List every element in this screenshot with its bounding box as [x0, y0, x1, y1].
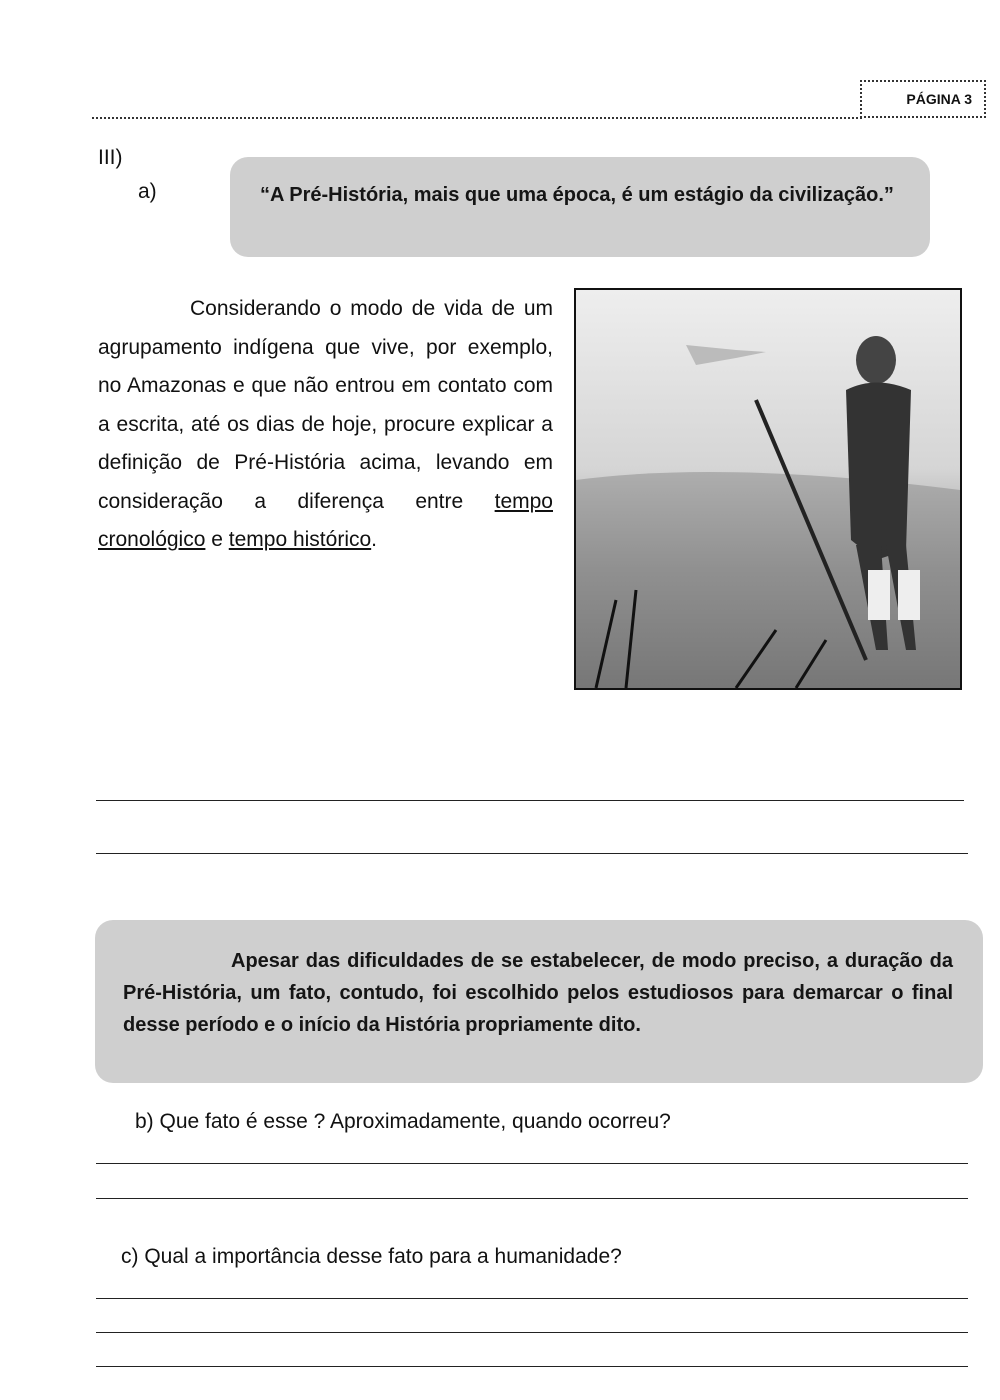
period: . — [371, 528, 378, 551]
answer-line[interactable] — [96, 1366, 968, 1367]
question-text: Considerando o modo de vida de um agrupamento indígena que vive, por exemplo, no Amazonas e que não entrou em contato com a escrita, até os dias de hoje, procure explicar a definição de Pré-História acima, levando em consideração a diferença entre — [98, 297, 553, 513]
question-c: c) Qual a importância desse fato para a humanidade? — [121, 1245, 622, 1268]
answer-line[interactable] — [96, 1332, 968, 1333]
info-box — [95, 920, 983, 1083]
answer-line[interactable] — [96, 1163, 968, 1164]
answer-line[interactable] — [96, 853, 968, 854]
answer-line[interactable] — [96, 1198, 968, 1199]
question-b: b) Que fato é esse ? Aproximadamente, quando ocorreu? — [135, 1110, 671, 1133]
info-text: Apesar das dificuldades de se estabelecer, de modo preciso, a duração da Pré-História, um fato, contudo, foi escolhido pelos estudiosos para demarcar o final desse período e o início da História propriamente dito. — [123, 950, 953, 1036]
answer-line[interactable] — [96, 800, 964, 801]
item-a-label: a) — [138, 180, 157, 203]
term-tempo-cronologico: tempo cronológico — [98, 489, 553, 551]
header-divider — [92, 117, 862, 119]
answer-line[interactable] — [96, 1298, 968, 1299]
page-number-box: PÁGINA 3 — [860, 80, 986, 118]
question-a-text — [98, 290, 553, 560]
term-tempo-historico: tempo histórico — [228, 528, 372, 551]
quote-box: “A Pré-História, mais que uma época, é um estágio da civilização.” — [230, 157, 930, 257]
conjunction: e — [205, 528, 229, 551]
section-number: III) — [98, 146, 123, 169]
indigenous-man-illustration — [574, 288, 962, 690]
